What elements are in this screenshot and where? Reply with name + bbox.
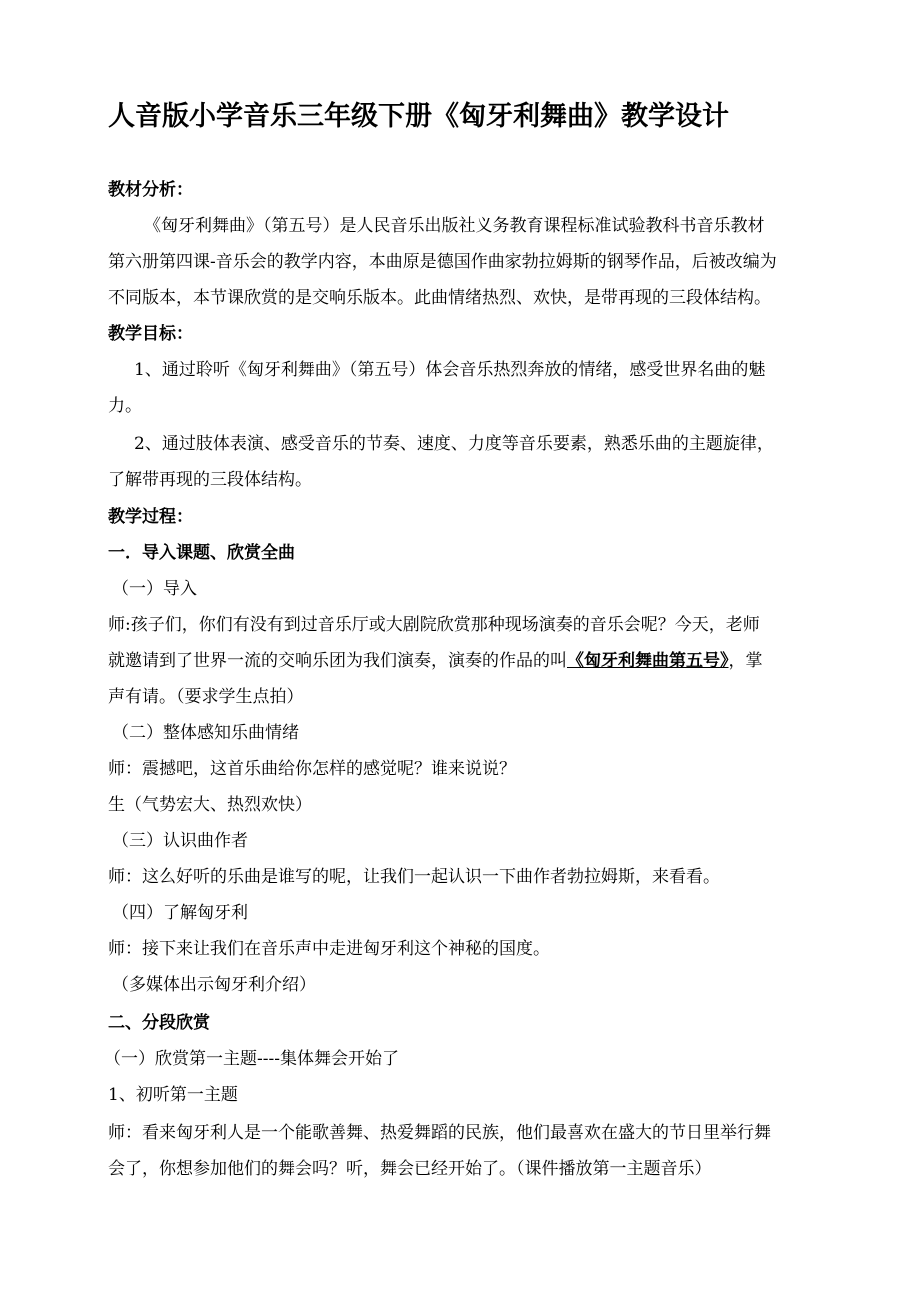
work-title-emphasis: 《匈牙利舞曲第五号》 xyxy=(567,651,729,671)
part-1-heading: 一．导入课题、欣赏全曲 xyxy=(108,543,295,563)
dialogue-line: 会了，你想参加他们的舞会吗？听，舞会已经开始了。（课件播放第一主题音乐） xyxy=(108,1159,712,1179)
section-heading-goals: 教学目标： xyxy=(108,324,193,344)
dialogue-line: 师：这么好听的乐曲是谁写的呢，让我们一起认识一下曲作者勃拉姆斯，来看看。 xyxy=(108,867,720,887)
dialogue-line: 师:孩子们，你们有没有到过音乐厅或大剧院欣赏那种现场演奏的音乐会呢？今天，老师 xyxy=(108,615,760,635)
dialogue-text: 就邀请到了世界一流的交响乐团为我们演奏，演奏的作品的叫 xyxy=(108,651,567,671)
dialogue-line: 师：看来匈牙利人是一个能歌善舞、热爱舞蹈的民族，他们最喜欢在盛大的节日里举行舞 xyxy=(108,1123,771,1143)
dialogue-line: 师：震撼吧，这首乐曲给你怎样的感觉呢？谁来说说？ xyxy=(108,759,516,779)
paragraph-line: 第六册第四课-音乐会的教学内容，本曲原是德国作曲家勃拉姆斯的钢琴作品，后被改编为 xyxy=(108,252,777,272)
goal-2-line: 2、通过肢体表演、感受音乐的节奏、速度、力度等音乐要素，熟悉乐曲的主题旋律， xyxy=(134,434,774,454)
subheading: （一）导入 xyxy=(112,579,197,599)
goal-1-line: 1、通过聆听《匈牙利舞曲》（第五号）体会音乐热烈奔放的情绪，感受世界名曲的魅 xyxy=(134,360,766,380)
goal-1-line: 力。 xyxy=(108,396,142,416)
paragraph-line: 不同版本，本节课欣赏的是交响乐版本。此曲情绪热烈、欢快，是带再现的三段体结构。 xyxy=(108,288,771,308)
subheading: （三）认识曲作者 xyxy=(112,831,248,851)
dialogue-text: ，掌 xyxy=(728,651,763,671)
student-line: 生（气势宏大、热烈欢快） xyxy=(108,795,312,815)
subheading: （四）了解匈牙利 xyxy=(112,903,248,923)
document-title: 人音版小学音乐三年级下册《匈牙利舞曲》教学设计 xyxy=(108,101,729,132)
subheading: （一）欣赏第一主题----集体舞会开始了 xyxy=(104,1049,399,1069)
list-item: 1、初听第一主题 xyxy=(108,1085,238,1105)
part-2-heading: 二、分段欣赏 xyxy=(108,1013,210,1033)
paragraph-line: 《匈牙利舞曲》（第五号）是人民音乐出版社义务教育课程标准试验教科书音乐教材 xyxy=(144,216,765,236)
dialogue-line: 师：接下来让我们在音乐声中走进匈牙利这个神秘的国度。 xyxy=(108,939,550,959)
subheading: （二）整体感知乐曲情绪 xyxy=(112,723,299,743)
dialogue-line: 声有请。（要求学生点拍） xyxy=(108,687,304,707)
multimedia-note: （多媒体出示匈牙利介绍） xyxy=(112,975,316,995)
dialogue-line xyxy=(108,649,763,673)
section-heading-process: 教学过程： xyxy=(108,507,193,527)
goal-2-line: 了解带再现的三段体结构。 xyxy=(108,470,312,490)
section-heading-analysis: 教材分析： xyxy=(108,180,193,200)
